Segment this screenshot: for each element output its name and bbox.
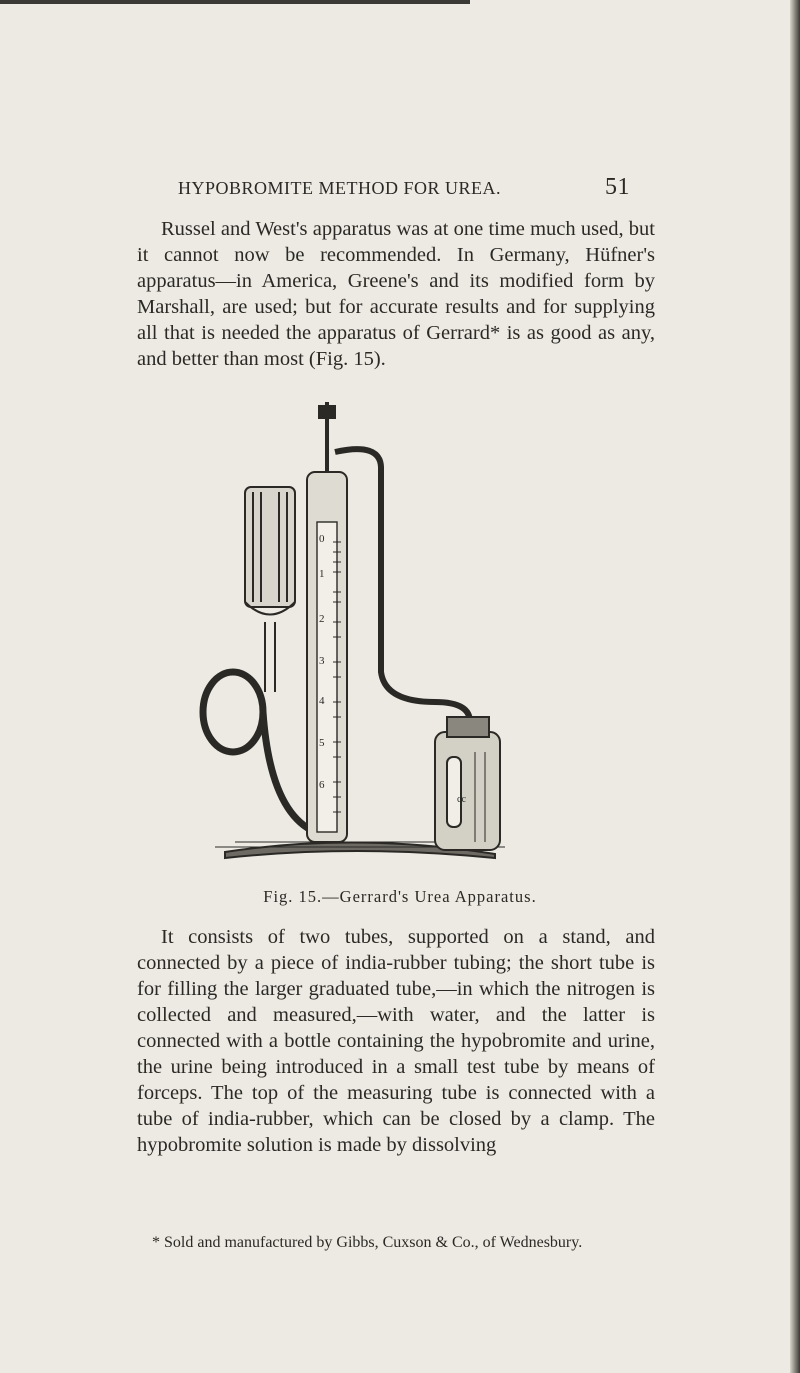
scale-label-6: 6: [319, 779, 325, 791]
scale-label-4: 4: [319, 695, 325, 707]
figure-caption: Fig. 15.—Gerrard's Urea Apparatus.: [263, 887, 537, 906]
paragraph-1: Russel and West's apparatus was at one time much used, but it cannot now be recommended. In Germany, Hüfner's apparatus—in America, Greene's and its modified form by Marshall, are used; but for accurate results and for supplying all that is needed the apparatus of Gerrard* is as good as any, and better than most (Fig. 15).: [137, 218, 655, 370]
scale-label-0: 0: [319, 533, 325, 545]
scale-label-1: 1: [319, 568, 325, 580]
running-title: HYPOBROMITE METHOD FOR UREA.: [178, 178, 502, 198]
reaction-bottle: [435, 732, 500, 850]
page-top-edge: [0, 0, 470, 4]
connecting-rubber-tube: [335, 449, 470, 722]
page-header: [178, 174, 630, 204]
footnote: * Sold and manufactured by Gibbs, Cuxson & Co., of Wednesbury.: [152, 1234, 583, 1251]
scale-label-2: 2: [319, 613, 325, 625]
page-right-edge: [790, 0, 800, 1373]
urea-apparatus-figure: [195, 392, 515, 862]
beaker-label: cc: [457, 794, 466, 805]
scale-label-5: 5: [319, 737, 325, 749]
rubber-tubing-loop: [203, 672, 263, 752]
test-tube: [447, 757, 461, 827]
clamp: [319, 406, 335, 418]
page-number: 51: [605, 174, 630, 200]
scale-label-3: 3: [319, 655, 325, 667]
paragraph-2: It consists of two tubes, supported on a stand, and connected by a piece of india-rubber tubing; the short tube is for filling the larger graduated tube,—in which the nitrogen is collected and measured,—with water, and the latter is connected with a bottle containing the hypobromite and urine, the urine being introduced in a small test tube by means of forceps. The top of the measuring tube is connected with a tube of india-rubber, which can be closed by a clamp. The hypobromite solution is made by dissolving: [137, 926, 655, 1156]
